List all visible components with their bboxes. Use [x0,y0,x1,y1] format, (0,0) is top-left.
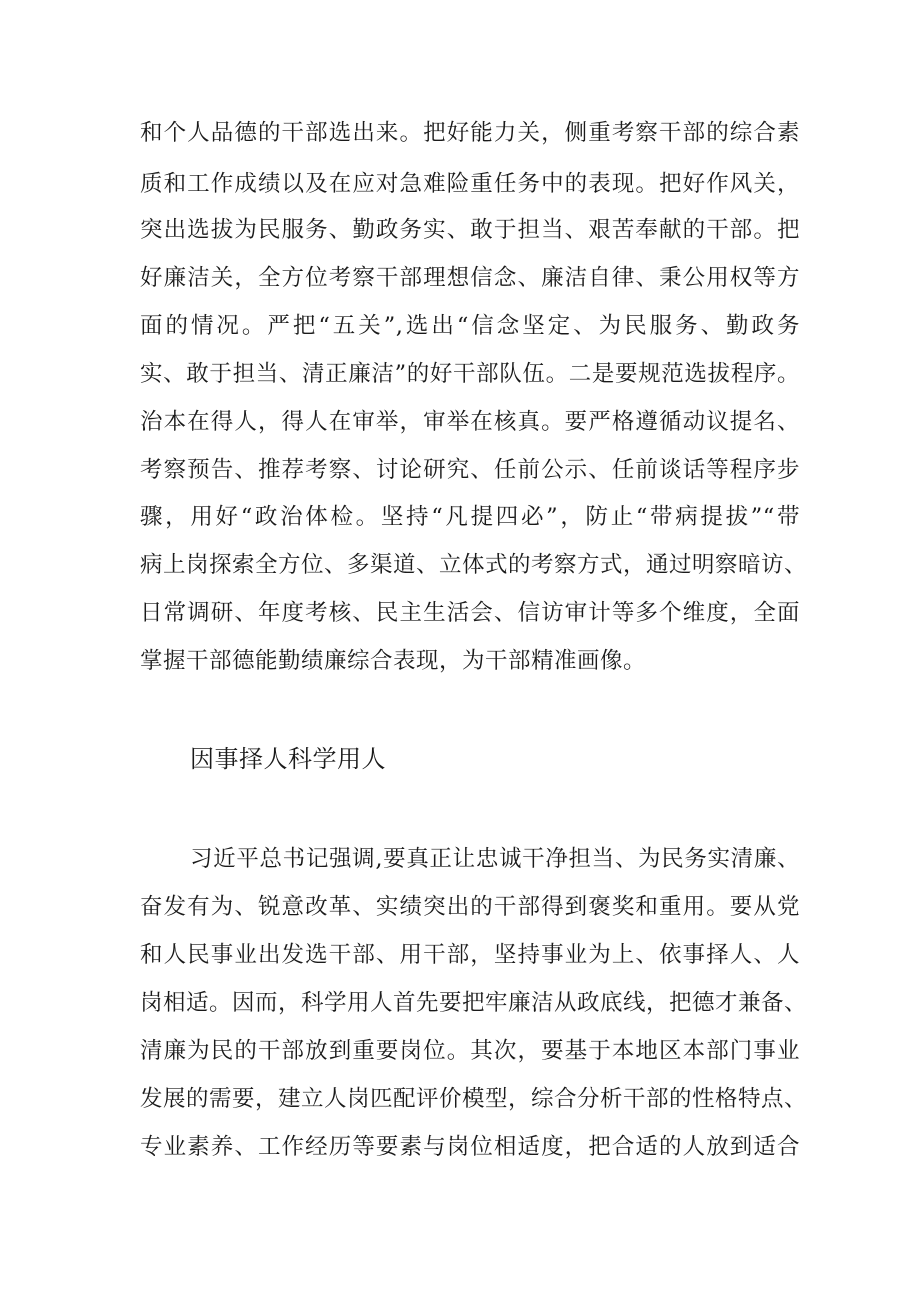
paragraph-line: 病上岗探索全方位、多渠道、立体式的考察方式，通过明察暗访、 [140,552,808,578]
paragraph-line: 和个人品德的干部选出来。把好能力关，侧重考察干部的综合素 [140,120,800,146]
section-heading: 因事择人科学用人 [190,745,386,773]
paragraph-line: 质和工作成绩以及在应对急难险重任务中的表现。把好作风关， [140,171,800,197]
paragraph-line: 岗相适。因而，科学用人首先要把牢廉洁从政底线，把德才兼备、 [140,990,808,1016]
paragraph-line: 和人民事业出发选干部、用干部，坚持事业为上、依事择人、人 [140,942,800,968]
paragraph-line: 清廉为民的干部放到重要岗位。其次，要基于本地区本部门事业 [140,1038,800,1064]
paragraph-line: 考察预告、推荐考察、讨论研究、任前公示、任前谈话等程序步 [140,457,800,483]
paragraph-line: 实、敢于担当、清正廉洁”的好干部队伍。二是要规范选拔程序。 [140,361,800,387]
paragraph-line: 突出选拔为民服务、勤政务实、敢于担当、艰苦奉献的干部。把 [140,217,800,243]
paragraph-line: 日常调研、年度考核、民主生活会、信访审计等多个维度，全面 [140,600,800,626]
paragraph-line: 奋发有为、锐意改革、实绩突出的干部得到褒奖和重用。要从党 [140,894,800,920]
paragraph-line: 好廉洁关，全方位考察干部理想信念、廉洁自律、秉公用权等方 [140,265,800,291]
paragraph-line: 治本在得人，得人在审举，审举在核真。要严格遵循动议提名、 [140,409,800,435]
paragraph-line: 面的情况。严把“五关”,选出“信念坚定、为民服务、勤政务 [140,313,800,339]
paragraph-line: 专业素养、工作经历等要素与岗位相适度，把合适的人放到适合 [140,1134,800,1160]
paragraph-line: 发展的需要，建立人岗匹配评价模型，综合分析干部的性格特点、 [140,1086,808,1112]
paragraph-line: 掌握干部德能勤绩廉综合表现，为干部精准画像。 [140,648,647,674]
paragraph-line: 习近平总书记强调,要真正让忠诚干净担当、为民务实清廉、 [190,846,800,872]
paragraph-line: 骤，用好“政治体检。坚持“凡提四必”，防止“带病提拔”“带 [140,504,800,530]
